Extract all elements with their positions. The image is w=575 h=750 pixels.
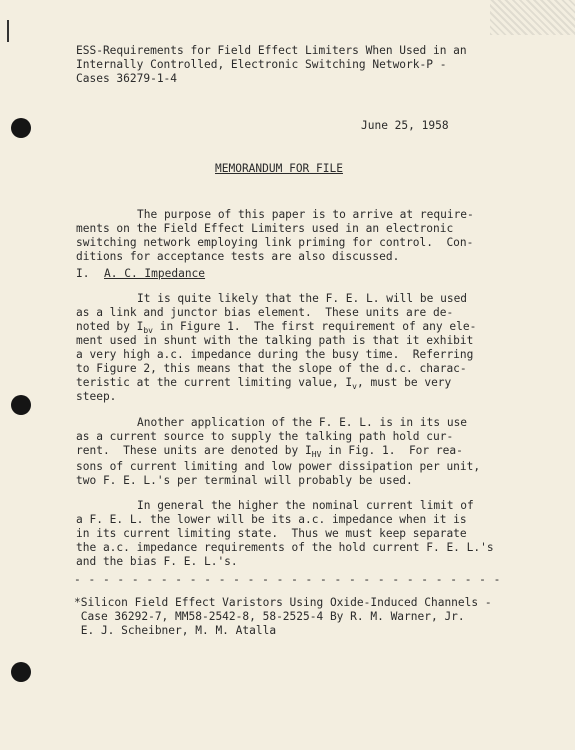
p1-line-1: It is quite likely that the F. E. L. will be used (137, 292, 468, 305)
punch-hole-icon (11, 662, 31, 682)
punch-hole-icon (11, 395, 31, 415)
intro-line-3: switching network employing link priming for control. Con- (76, 236, 474, 249)
p2-line-2: as a current source to supply the talking path hold cur- (76, 430, 454, 443)
paper-speckle (490, 0, 575, 35)
intro-line-2: ments on the Field Effect Limiters used in an electronic (76, 222, 454, 235)
subscript-v: v (352, 382, 357, 391)
subject-line-2: Internally Controlled, Electronic Switching Network-P - (76, 58, 447, 71)
subscript-bv: bv (143, 326, 153, 335)
subject-line-1: ESS-Requirements for Field Effect Limiters When Used in an (76, 44, 467, 57)
footnote-line-3: E. J. Scheibner, M. M. Atalla (74, 624, 277, 637)
intro-line-4: ditions for acceptance tests are also discussed. (76, 250, 400, 263)
p3-line-2: a F. E. L. the lower will be its a.c. impedance when it is (76, 513, 467, 526)
p2-line-5: two F. E. L.'s per terminal will probably be used. (76, 474, 413, 487)
p1-line-4: ment used in shunt with the talking path is that it exhibit (76, 334, 474, 347)
p2-line-4: sons of current limiting and low power dissipation per unit, (76, 460, 481, 473)
p1-line-7: teristic at the current limiting value, $I_v$, must be very (76, 376, 452, 391)
p3-line-4: the a.c. impedance requirements of the hold current F. E. L.'s (76, 541, 494, 554)
p2-line-3: rent. These units are denoted by $I_{HV}$ in Fig. 1. For rea- (76, 444, 463, 459)
section-number: I. (76, 267, 90, 280)
section-title: A. C. Impedance (104, 267, 206, 280)
memo-title: MEMORANDUM FOR FILE (215, 162, 343, 175)
p3-line-5: and the bias F. E. L.'s. (76, 555, 238, 568)
intro-line-1: The purpose of this paper is to arrive at require- (137, 208, 474, 221)
subject-line-3: Cases 36279-1-4 (76, 72, 178, 85)
p1-line-2: as a link and junctor bias element. These units are de- (76, 306, 454, 319)
p1-line-8: steep. (76, 390, 117, 403)
p1-line-3: noted by $I_{bv}$ in Figure 1. The first requirement of any ele- (76, 320, 477, 335)
margin-mark (7, 20, 9, 42)
p3-line-3: in its current limiting state. Thus we must keep separate (76, 527, 467, 540)
subscript-hv: HV (311, 450, 322, 459)
footnote-separator: - - - - - - - - - - - - - - - - - - - - - - - - - - - - - - (74, 573, 501, 586)
memo-date: June 25, 1958 (361, 119, 449, 132)
punch-hole-icon (11, 118, 31, 138)
footnote-line-2: Case 36292-7, MM58-2542-8, 58-2525-4 By R. M. Warner, Jr. (74, 610, 465, 623)
p1-line-5: a very high a.c. impedance during the busy time. Referring (76, 348, 474, 361)
p1-line-6: to Figure 2, this means that the slope of the d.c. charac- (76, 362, 467, 375)
footnote-line-1: *Silicon Field Effect Varistors Using Oxide-Induced Channels - (74, 596, 492, 609)
p3-line-1: In general the higher the nominal current limit of (137, 499, 474, 512)
p2-line-1: Another application of the F. E. L. is in its use (137, 416, 468, 429)
